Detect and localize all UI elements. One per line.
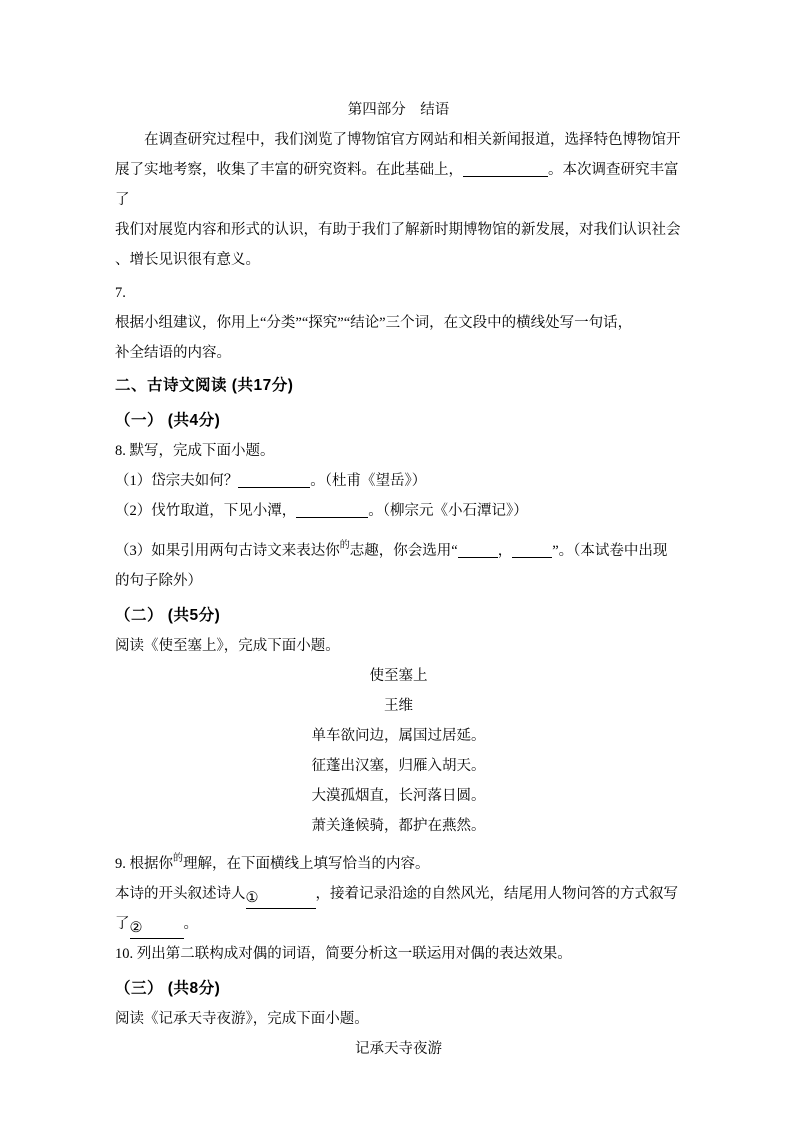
question-9-line-1: [115, 879, 682, 909]
question-7-line-1: 根据小组建议，你用上“分类”“探究”“结论”三个词，在文段中的横线处写一句话，: [115, 315, 633, 331]
fill-blank-line: [238, 471, 310, 488]
part-2-heading: （二） (共5分): [115, 607, 221, 624]
poem-verse-3: 大漠孤烟直，长河落日圆。: [311, 788, 486, 804]
question-9-line-1-text: 本诗的开头叙述诗人: [115, 886, 246, 902]
question-9: [115, 844, 682, 939]
item-3-superscript: 的: [339, 540, 350, 551]
numbered-blank-2: ②: [130, 918, 184, 939]
passage-title: 记承天寺夜游: [355, 1041, 442, 1057]
part-3-heading: （三） (共8分): [115, 980, 221, 997]
part-3-intro: 阅读《记承天寺夜游》，完成下面小题。: [115, 1011, 369, 1027]
poem-author: 王维: [384, 698, 413, 714]
intro-paragraph: [115, 125, 682, 275]
question-8-item-3-line-1: [115, 531, 682, 566]
part-3: [115, 974, 682, 1064]
fill-blank-line: [512, 541, 552, 558]
question-9-stem-b: 理解，在下面横线上填写恰当的内容。: [183, 856, 430, 872]
section-2-heading: 二、古诗文阅读 (共17分): [115, 377, 294, 394]
item-3-text-b: 志趣，你会选用“: [349, 543, 458, 559]
poem-verse-2: 征蓬出汉塞，归雁入胡天。: [311, 758, 486, 774]
poem: [115, 661, 682, 841]
question-9-line-2-after: 。: [183, 916, 198, 932]
intro-line-1: 在调查研究过程中，我们浏览了博物馆官方网站和相关新闻报道，选择特色博物馆开: [144, 132, 681, 148]
item-2-text-after: 。（柳宗元《小石潭记》）: [368, 503, 528, 519]
item-1-text-after: 。（杜甫《望岳》）: [310, 473, 427, 489]
part-2: [115, 601, 682, 969]
question-8-item-3-line-2: 的句子除外）: [115, 573, 202, 589]
item-2-text-before: （2）伐竹取道，下见小潭，: [115, 503, 297, 519]
poem-verse-4: 萧关逢候骑，都护在燕然。: [311, 818, 486, 834]
question-7: [115, 278, 682, 368]
question-7-line-2: 补全结语的内容。: [115, 345, 231, 361]
question-8-item-1: [115, 466, 682, 496]
numbered-blank-1: ①: [246, 888, 316, 909]
question-10: 10. 列出第二联构成对偶的词语，简要分析这一联运用对偶的表达效果。: [115, 946, 572, 962]
item-3-text-a: （3）如果引用两句古诗文来表达你: [115, 543, 340, 559]
question-9-line-2: [115, 909, 682, 939]
intro-line-4: 、增长见识很有意义。: [115, 252, 260, 268]
question-9-line-2-text: 了: [115, 916, 130, 932]
question-7-number: 7.: [115, 285, 126, 301]
intro-line-2: [115, 155, 682, 215]
poem-verse-1: 单车欲问边，属国过居延。: [311, 728, 486, 744]
part-1-heading: （一） (共4分): [115, 412, 221, 429]
question-9-stem-a: 9. 根据你: [115, 856, 173, 872]
item-3-text-c: ”。（本试卷中出现: [552, 543, 668, 559]
intro-line-3: 我们对展览内容和形式的认识，有助于我们了解新时期博物馆的新发展，对我们认识社会: [115, 222, 681, 238]
question-9-superscript: 的: [173, 853, 183, 864]
fill-blank-line: [458, 541, 498, 558]
item-1-text-before: （1）岱宗夫如何？: [115, 473, 239, 489]
poem-title: 使至塞上: [369, 668, 428, 684]
part-2-intro: 阅读《使至塞上》，完成下面小题。: [115, 638, 340, 654]
intro-line-2-text-after: 。本次调查研究丰富了: [115, 162, 679, 208]
section-title: 第四部分 结语: [347, 102, 450, 118]
fill-blank-line: [463, 160, 548, 177]
part-1: [115, 406, 682, 596]
intro-line-2-text-before: 展了实地考察，收集了丰富的研究资料。在此基础上，: [115, 162, 463, 178]
question-8-stem: 8. 默写，完成下面小题。: [115, 443, 275, 459]
question-8-item-2: [115, 496, 682, 526]
fill-blank-line: [296, 501, 368, 518]
question-9-stem: [115, 844, 682, 879]
question-9-line-1-after: ，接着记录沿途的自然风光，结尾用人物问答的方式叙写: [315, 886, 678, 902]
item-3-comma: ，: [497, 543, 513, 559]
